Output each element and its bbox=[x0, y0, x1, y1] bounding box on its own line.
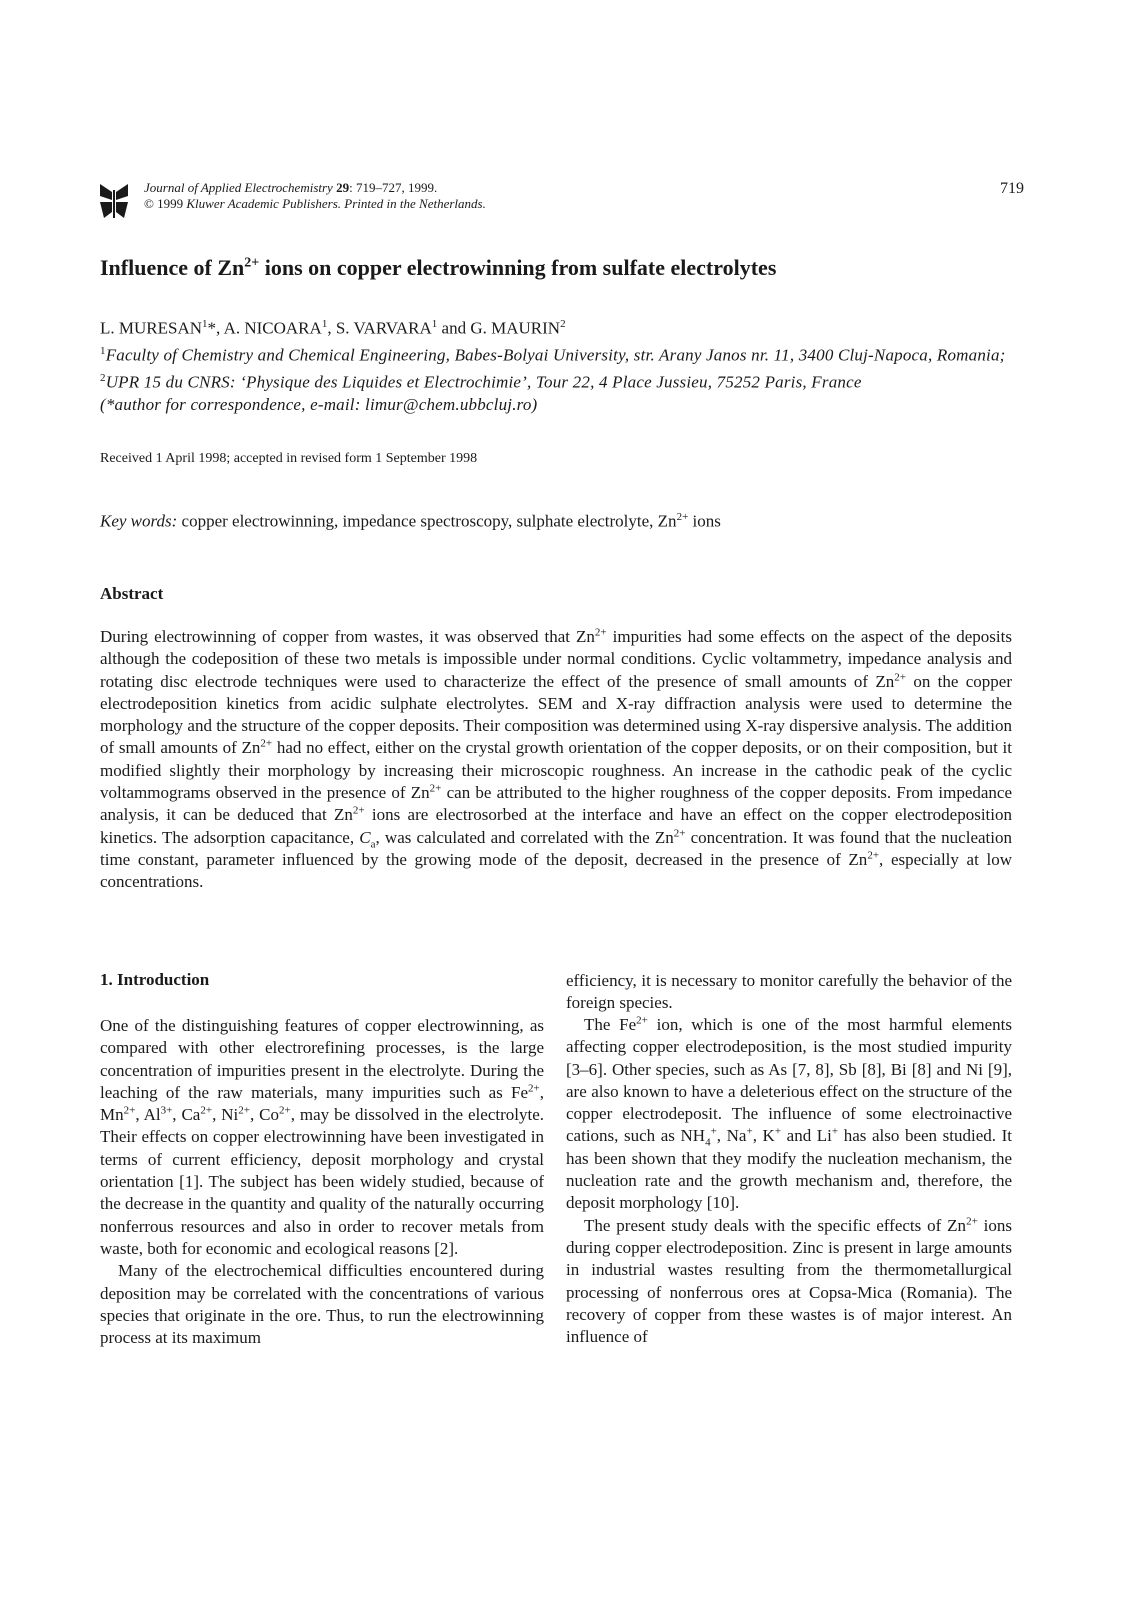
intro-paragraph-4: The present study deals with the specific effects of $Zn^{2+}$ ions during copper electrodeposition. Zinc is present in large amounts in industrial wastes resulting from the thermometallurgical processing of nonferrous ores at Copsa-Mica (Romania). The recovery of copper from these wastes is of major interest. An influence of bbox=[566, 1215, 1012, 1347]
page-number: 719 bbox=[1000, 180, 1024, 197]
body-column-right-continuation bbox=[566, 970, 1012, 1015]
abstract-heading: Abstract bbox=[100, 584, 164, 603]
keywords: Key words: copper electrowinning, impedance spectroscopy, sulphate electrolyte, $Zn^{2+}$ ions bbox=[100, 511, 721, 531]
journal-name: Journal of Applied Electrochemistry bbox=[144, 180, 333, 195]
journal-pages-year: : 719–727, 1999. bbox=[349, 180, 438, 195]
body-column-left bbox=[100, 1015, 544, 1349]
author-name: S. VARVARA bbox=[335, 318, 432, 338]
article-title: Influence of $Zn^{2+}$ ions on copper electrowinning from sulfate electrolytes bbox=[100, 255, 777, 280]
intro-paragraph-2-cont: efficiency, it is necessary to monitor carefully the behavior of the foreign species. bbox=[566, 971, 1012, 1013]
intro-paragraph-3: The $Fe^{2+}$ ion, which is one of the most harmful elements affecting copper electrodeposition, is the most studied impurity [3–6]. Other species, such as As [7, 8], Sb [8], Bi [8] and Ni [9], are also known to have a deleterious effect on the structure of the copper electrodeposit. The influence of some electroinactive cations, such as $NH_4^+$, Na+, K+ and Li+ has also been studied. It has been shown that they modify the nucleation mechanism, the nucleation rate and the growth mechanism and, therefore, the deposit morphology [10]. bbox=[566, 1014, 1012, 1213]
copyright-symbol: © bbox=[144, 196, 154, 211]
author-name: L. MURESAN bbox=[100, 318, 203, 338]
author-name: A. NICOARA bbox=[223, 318, 322, 338]
affiliations bbox=[100, 340, 1030, 416]
affiliation-1: $^1$Faculty of Chemistry and Chemical Engineering, Babes-Bolyai University, str. Arany Janos nr. 11, 3400 Cluj-Napoca, Romania; bbox=[100, 345, 1006, 365]
author-name: G. MAURIN bbox=[470, 318, 561, 338]
received-dates: Received 1 April 1998; accepted in revised form 1 September 1998 bbox=[100, 451, 478, 466]
intro-paragraph-2: Many of the electrochemical difficulties encountered during deposition may be correlated with the concentrations of various species that originate in the ore. Thus, to run the electrowinning process at its maximum bbox=[100, 1261, 544, 1348]
publisher-logo-icon bbox=[98, 182, 130, 220]
affiliation-2: $^2$UPR 15 du CNRS: ‘Physique des Liquides et Electrochimie’, Tour 22, 4 Place Jussieu, 75252 Paris, France bbox=[100, 371, 862, 392]
journal-citation bbox=[144, 180, 486, 212]
author-list: L. MURESAN$^1$*, A. NICOARA$^1$, S. VARVARA$^1$ and G. MAURIN$^2$ bbox=[100, 318, 566, 338]
body-column-right bbox=[566, 1014, 1012, 1348]
intro-paragraph-1: One of the distinguishing features of copper electrowinning, as compared with other electrorefining processes, is the large concentration of impurities present in the electrolyte. During the leaching of the raw materials, many impurities such as $Fe^{2+}$, $Mn^{2+}$, $Al^{3+}$, $Ca^{2+}$, $Ni^{2+}$, $Co^{2+}$, may be dissolved in the electrolyte. Their effects on copper electrowinning have been investigated in terms of current efficiency, deposit morphology and crystal orientation [1]. The subject has been widely studied, because of the decrease in the quantity and quality of the naturally occurring nonferrous resources and also in order to recover metals from waste, both for economic and ecological reasons [2]. bbox=[100, 1016, 544, 1258]
abstract-text: During electrowinning of copper from wastes, it was observed that $Zn^{2+}$ impurities had some effects on the aspect of the deposits although the codeposition of these two metals is impossible under normal conditions. Cyclic voltammetry, impedance analysis and rotating disc electrode techniques were used to characterize the effect of the presence of small amounts of $Zn^{2+}$ on the copper electrodeposition kinetics from acidic sulphate electrolytes. SEM and X-ray diffraction analysis were used to determine the morphology and the structure of the copper deposits. Their composition was determined using X-ray dispersive analysis. The addition of small amounts of $Zn^{2+}$ had no effect, either on the crystal growth orientation of the copper deposits, or on their composition, but it modified slightly their morphology by increasing their microscopic roughness. An increase in the cathodic peak of the cyclic voltammograms observed in the presence of $Zn^{2+}$ can be attributed to the higher roughness of the copper deposits. From impedance analysis, it can be deduced that $Zn^{2+}$ ions are electrosorbed at the interface and have an effect on the copper electrodeposition kinetics. The adsorption capacitance, $C_a$, was calculated and correlated with the $Zn^{2+}$ concentration. It was found that the nucleation time constant, parameter influenced by the growing mode of the deposit, decreased in the presence of $Zn^{2+}$, especially at low concentrations. bbox=[100, 626, 1012, 892]
keywords-label: Key words: bbox=[100, 511, 178, 531]
copyright-year: 1999 bbox=[157, 196, 184, 211]
journal-volume: 29 bbox=[336, 180, 350, 195]
correspondence-note: (*author for correspondence, e-mail: limur@chem.ubbcluj.ro) bbox=[100, 395, 538, 415]
publisher-line: Kluwer Academic Publishers. Printed in the Netherlands. bbox=[186, 196, 486, 211]
section-heading-introduction: 1. Introduction bbox=[100, 970, 210, 989]
